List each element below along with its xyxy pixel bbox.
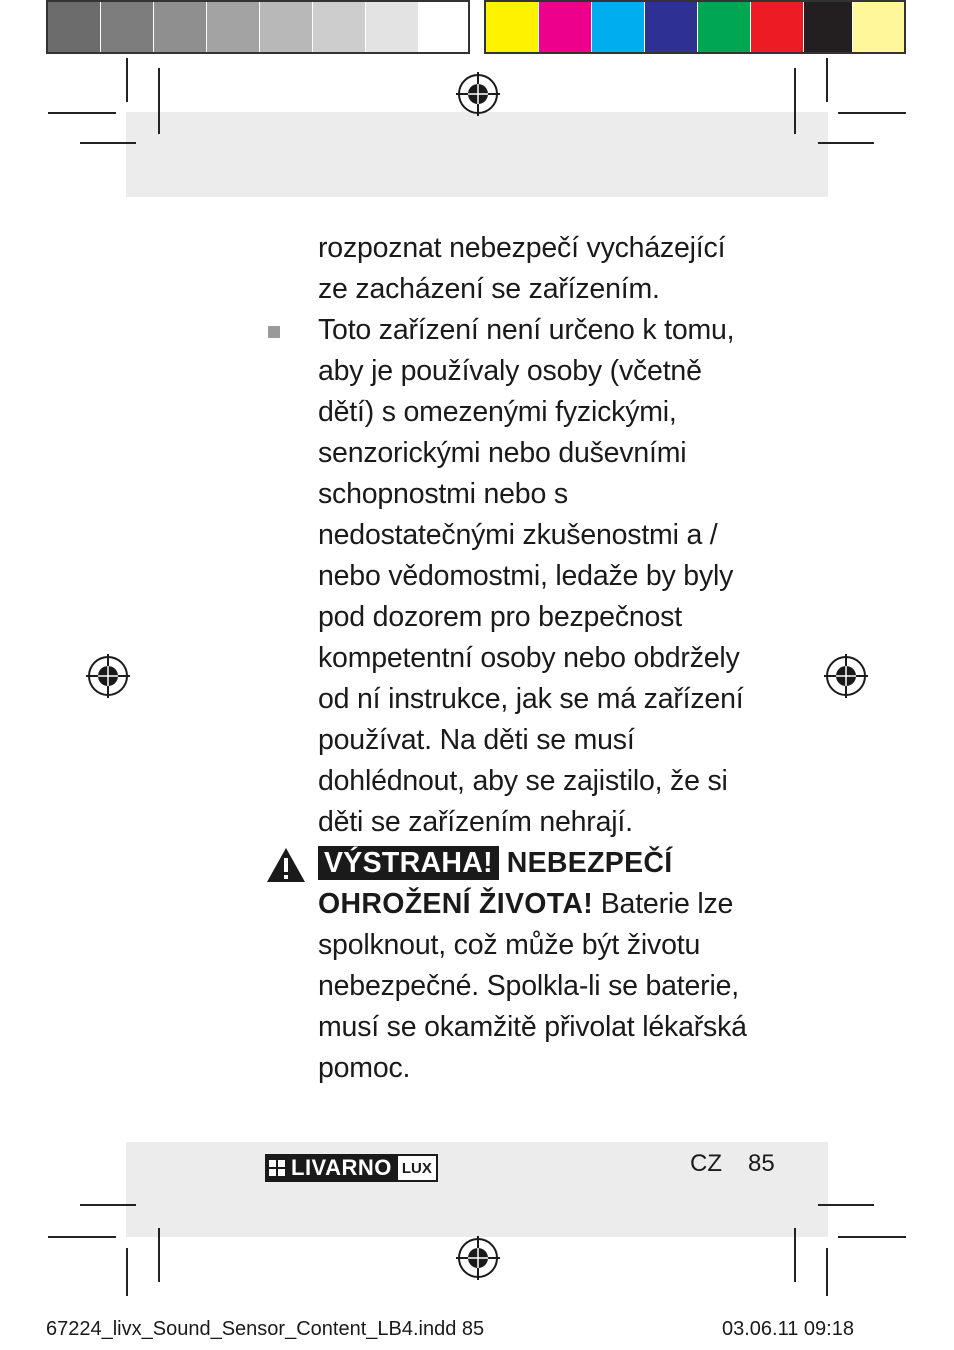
- gray-swatch: [207, 2, 259, 52]
- warning-heading-2: OHROŽENÍ ŽIVOTA!: [318, 888, 594, 920]
- logo-grid-icon: [269, 1160, 285, 1176]
- gray-swatch: [419, 2, 467, 52]
- square-bullet-icon: [268, 326, 280, 338]
- gray-swatch: [101, 2, 153, 52]
- warning-triangle-icon: [266, 847, 306, 883]
- page-number: 85: [748, 1150, 775, 1177]
- continuation-paragraph: rozpoznat nebezpečí vycházející ze zacházení se zařízením.: [318, 232, 726, 305]
- gray-swatch: [154, 2, 206, 52]
- yellow-swatch: [486, 2, 538, 52]
- livarno-lux-logo: [265, 1154, 438, 1182]
- slug-filename: 67224_livx_Sound_Sensor_Content_LB4.indd 85: [46, 1318, 485, 1340]
- light-yellow-swatch: [853, 2, 904, 52]
- cyan-swatch: [592, 2, 644, 52]
- blue-swatch: [645, 2, 697, 52]
- registration-mark-icon: [824, 654, 868, 698]
- logo-sub-text: LUX: [401, 1159, 432, 1177]
- body-text-column: [318, 228, 758, 1089]
- registration-mark-icon: [456, 72, 500, 116]
- logo-main-text: LIVARNO: [291, 1155, 392, 1180]
- gray-swatch: [313, 2, 365, 52]
- registration-mark-icon: [86, 654, 130, 698]
- slug-datetime: 03.06.11 09:18: [722, 1318, 854, 1340]
- warning-label: VÝSTRAHA!: [318, 846, 499, 880]
- registration-mark-icon: [456, 1236, 500, 1280]
- warning-paragraph: [318, 843, 758, 1089]
- warning-heading-1: NEBEZPEČÍ: [506, 847, 673, 879]
- gray-swatch: [366, 2, 418, 52]
- gray-swatch: [260, 2, 312, 52]
- warning-text: Baterie lze spolknout, což může být životu nebezpečné. Spolkla-li se baterie, musí se okamžitě přivolat lékařská pomoc.: [318, 888, 747, 1084]
- footer-band: [126, 1142, 828, 1237]
- gray-swatch: [48, 2, 100, 52]
- black-swatch: [804, 2, 852, 52]
- bullet-paragraph: [318, 310, 758, 843]
- magenta-swatch: [539, 2, 591, 52]
- red-swatch: [751, 2, 803, 52]
- green-swatch: [698, 2, 750, 52]
- language-code: CZ: [690, 1150, 722, 1177]
- header-band: [126, 112, 828, 197]
- bullet-text: Toto zařízení není určeno k tomu, aby je používaly osoby (včetně dětí) s omezenými fyzickými, senzorickými nebo duševními schopnostmi nebo s nedostatečnými zkušenostmi a / nebo vědomostmi, ledaže by byly pod dozorem pro bezpečnost kompetentní osoby nebo obdržely od ní instrukce, jak se má zařízení používat. Na děti se musí dohlédnout, aby se zajistilo, že si děti se zařízením nehrají.: [318, 314, 744, 838]
